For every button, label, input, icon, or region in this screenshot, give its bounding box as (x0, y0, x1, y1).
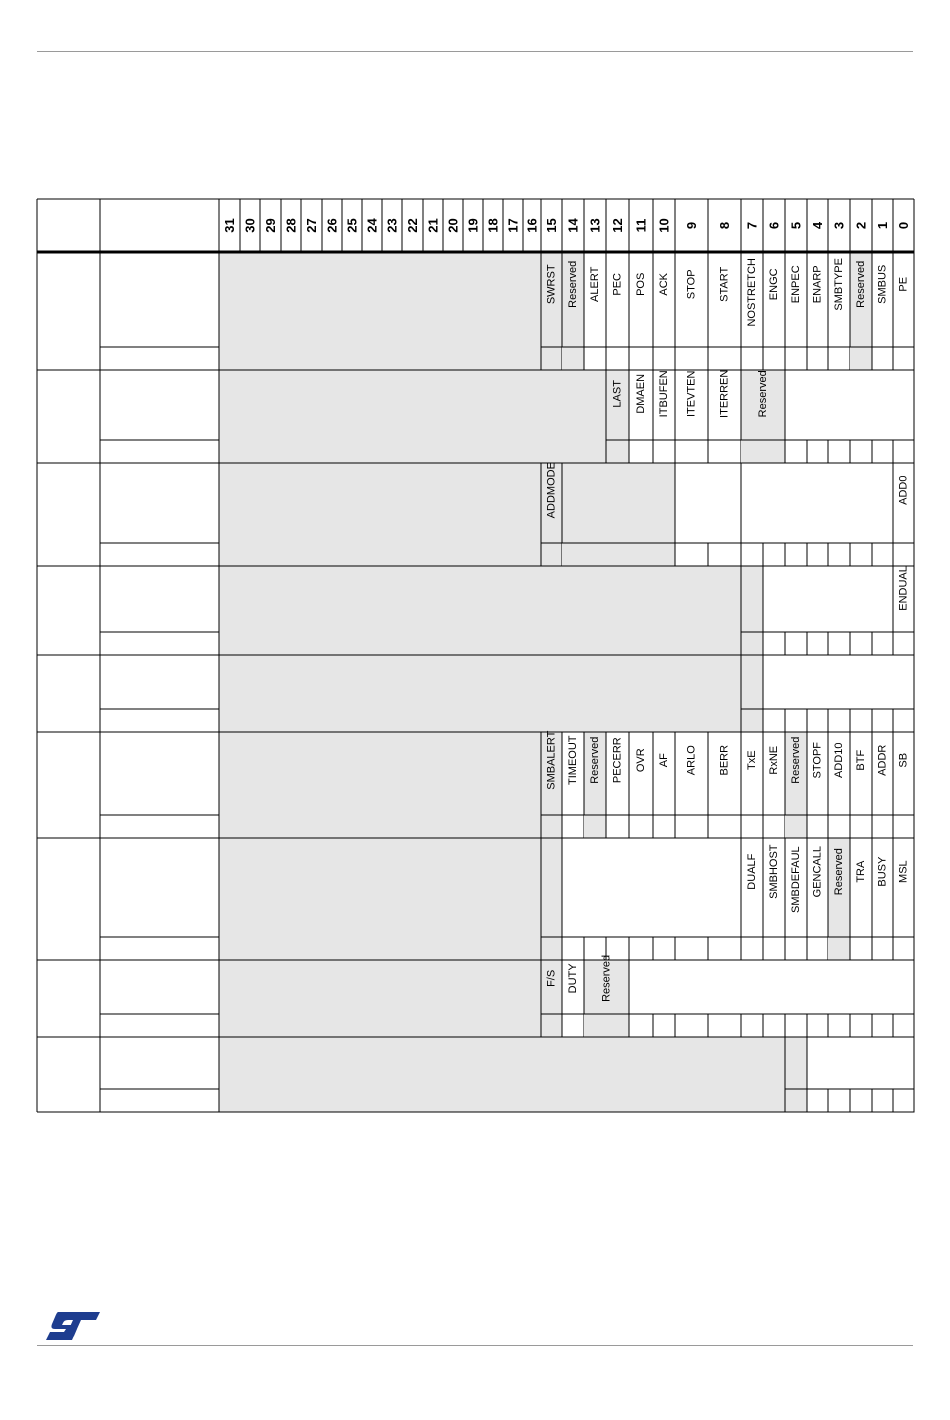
reset-value-cell (872, 1089, 893, 1112)
reset-value-cell (850, 1014, 872, 1037)
bit-number-0: 0 (896, 221, 911, 230)
bit-number-26: 26 (324, 218, 340, 233)
field-cell (850, 838, 872, 937)
reset-value-cell (807, 543, 828, 566)
field-label-fs: F/S (545, 969, 558, 987)
reset-value-cell (828, 543, 850, 566)
bit-number-2: 2 (853, 221, 869, 230)
reset-value-cell (785, 1014, 807, 1037)
bit-number-7: 7 (744, 221, 760, 230)
field-label-stop: STOP (685, 269, 698, 300)
reset-value-cell (893, 1089, 914, 1112)
bit-number-20: 20 (445, 218, 461, 233)
field-cell (606, 252, 629, 347)
field-label-reserved: Reserved (600, 954, 613, 1002)
reset-value-cell (872, 347, 893, 370)
bit-number-12: 12 (610, 218, 625, 233)
field-label-add10: ADD10 (833, 742, 845, 778)
reserved-block (219, 838, 562, 960)
reset-value-cell (675, 937, 708, 960)
reset-value-cell (893, 440, 914, 463)
bit-number-21: 21 (425, 218, 441, 233)
field-cell (893, 732, 914, 815)
field-label-addr: ADDR (876, 744, 889, 776)
reset-value-cell (785, 440, 807, 463)
reset-value-cell (653, 1014, 675, 1037)
field-label-pos: POS (635, 272, 647, 296)
field-label-smbus: SMBUS (876, 264, 889, 304)
reset-value-cell (807, 937, 828, 960)
reset-value-cell (893, 815, 914, 838)
field-cell (850, 732, 872, 815)
bit-number-24: 24 (364, 218, 380, 233)
reset-value-cell (872, 815, 893, 838)
reset-value-cell (807, 440, 828, 463)
reset-value-cell (893, 937, 914, 960)
field-label-reserved: Reserved (855, 260, 867, 308)
reserved-block (219, 1037, 807, 1112)
field-label-smbdefaul: SMBDEFAUL (790, 846, 802, 913)
bit-number-14: 14 (565, 218, 581, 233)
reset-value-cell (606, 815, 629, 838)
field-label-ovr: OVR (635, 748, 647, 773)
bit-number-11: 11 (633, 218, 649, 233)
reserved-block (219, 960, 562, 1037)
reset-value-cell (562, 815, 584, 838)
bit-number-23: 23 (384, 218, 400, 233)
field-cell (629, 732, 653, 815)
bit-number-9: 9 (684, 221, 699, 230)
field-cell (653, 732, 675, 815)
field-label-start: START (718, 266, 731, 302)
reset-value-cell (850, 709, 872, 732)
reset-value-cell (872, 440, 893, 463)
reset-value-cell (708, 440, 741, 463)
field-label-pe: PE (897, 276, 910, 292)
reset-value-cell (606, 347, 629, 370)
footer-rule (37, 1345, 913, 1346)
reset-value-cell (584, 347, 606, 370)
field-label-tra: TRA (855, 860, 867, 883)
reset-value-cell (675, 347, 708, 370)
reset-value-cell (629, 937, 653, 960)
field-cell (741, 732, 763, 815)
reset-value-cell (850, 543, 872, 566)
bit-number-15: 15 (544, 218, 559, 233)
reset-value-cell (828, 347, 850, 370)
reset-value-cell (653, 815, 675, 838)
reset-value-cell (675, 440, 708, 463)
reset-value-cell (850, 937, 872, 960)
reset-value-cell (893, 709, 914, 732)
reset-value-cell (872, 543, 893, 566)
field-label-enarp: ENARP (811, 265, 824, 304)
bit-number-18: 18 (485, 218, 501, 233)
field-label-duty: DUTY (567, 963, 579, 994)
reset-value-cell (850, 440, 872, 463)
bit-number-27: 27 (304, 218, 319, 233)
reset-value-cell (807, 1014, 828, 1037)
reset-value-cell (741, 937, 763, 960)
field-cell (629, 960, 914, 1014)
field-label-af: AF (658, 753, 670, 768)
reset-value-cell (807, 347, 828, 370)
reset-value-cell (850, 1089, 872, 1112)
reset-value-cell (807, 632, 828, 655)
bit-number-1: 1 (875, 221, 890, 230)
field-cell (741, 463, 893, 543)
field-label-btf: BTF (855, 749, 867, 771)
bit-number-6: 6 (766, 221, 782, 230)
reset-value-cell (872, 1014, 893, 1037)
field-label-smbhost: SMBHOST (768, 844, 780, 899)
field-label-iterren: ITERREN (718, 369, 731, 418)
field-label-dualf: DUALF (746, 853, 758, 890)
field-label-nostretch: NOSTRETCH (746, 258, 758, 327)
field-label-enpec: ENPEC (790, 265, 802, 304)
reset-value-cell (828, 1014, 850, 1037)
field-cell (785, 370, 914, 440)
reset-value-cell (828, 709, 850, 732)
reset-value-cell (785, 937, 807, 960)
bit-number-10: 10 (656, 218, 672, 233)
reset-value-cell (708, 815, 741, 838)
field-label-ack: ACK (658, 272, 670, 296)
field-label-engc: ENGC (768, 268, 780, 301)
reset-value-cell (850, 632, 872, 655)
reserved-block (219, 463, 562, 566)
bit-number-13: 13 (587, 218, 603, 233)
reset-value-cell (763, 632, 785, 655)
field-cell (893, 838, 914, 937)
reset-value-cell (675, 815, 708, 838)
field-label-reserved: Reserved (757, 370, 769, 418)
reset-value-cell (850, 815, 872, 838)
reset-value-cell (807, 709, 828, 732)
field-label-last: LAST (611, 380, 624, 408)
reset-value-cell (828, 1089, 850, 1112)
reset-value-cell (893, 1014, 914, 1037)
field-label-alert: ALERT (589, 266, 601, 302)
field-label-busy: BUSY (876, 856, 889, 887)
reset-value-cell (562, 1014, 584, 1037)
field-label-itbufen: ITBUFEN (658, 370, 670, 418)
field-label-dmaen: DMAEN (635, 373, 647, 414)
field-label-itevten: ITEVTEN (685, 370, 698, 418)
reset-value-cell (763, 543, 785, 566)
bit-number-3: 3 (831, 221, 847, 230)
bit-number-22: 22 (405, 218, 420, 233)
reset-value-cell (893, 543, 914, 566)
reset-value-cell (653, 347, 675, 370)
reset-value-cell (785, 543, 807, 566)
field-cell (629, 252, 653, 347)
reset-value-cell (807, 815, 828, 838)
bit-number-17: 17 (505, 218, 521, 233)
field-label-sb: SB (897, 752, 910, 768)
reset-value-cell (893, 632, 914, 655)
reset-value-cell (741, 815, 763, 838)
field-label-msl: MSL (897, 860, 910, 883)
field-label-pec: PEC (611, 272, 624, 296)
reset-value-cell (763, 937, 785, 960)
reset-value-cell (708, 543, 741, 566)
field-label-timeout: TIMEOUT (567, 735, 579, 785)
field-label-reserved: Reserved (790, 736, 802, 784)
field-cell (893, 252, 914, 347)
reset-value-cell (741, 543, 763, 566)
field-label-addmode: ADDMODE (545, 462, 558, 519)
reset-value-cell (763, 709, 785, 732)
reset-value-cell (629, 815, 653, 838)
reserved-block (219, 566, 763, 655)
reset-value-cell (653, 937, 675, 960)
field-cell (741, 655, 914, 709)
field-cell (541, 838, 741, 937)
reserved-block (219, 370, 629, 463)
reset-value-cell (893, 347, 914, 370)
bit-number-19: 19 (465, 218, 481, 233)
reset-value-cell (872, 632, 893, 655)
reset-value-cell (675, 543, 708, 566)
bit-number-8: 8 (717, 221, 732, 230)
bit-number-31: 31 (222, 218, 237, 233)
field-label-gencall: GENCALL (811, 845, 824, 898)
field-label-smbalert: SMBALERT (545, 730, 558, 790)
st-logo-icon (44, 1310, 102, 1342)
reset-value-cell (629, 347, 653, 370)
reserved-block (219, 655, 763, 732)
reset-value-cell (785, 709, 807, 732)
reset-value-cell (763, 1014, 785, 1037)
field-label-rxne: RxNE (768, 745, 780, 775)
reset-value-cell (653, 440, 675, 463)
reset-value-cell (763, 815, 785, 838)
reset-value-cell (828, 632, 850, 655)
reset-value-cell (872, 709, 893, 732)
reserved-field (562, 463, 675, 566)
field-label-smbtype: SMBTYPE (833, 258, 845, 311)
reset-value-cell (741, 347, 763, 370)
reset-value-cell (629, 1014, 653, 1037)
bit-number-25: 25 (344, 218, 360, 233)
reset-value-cell (785, 632, 807, 655)
field-label-endual: ENDUAL (897, 566, 910, 611)
field-label-reserved: Reserved (833, 848, 845, 896)
bit-number-4: 4 (810, 221, 825, 230)
field-cell (675, 463, 741, 543)
reset-value-cell (741, 1014, 763, 1037)
bit-number-16: 16 (524, 218, 540, 233)
reserved-block (219, 252, 562, 370)
bit-number-29: 29 (263, 218, 278, 233)
field-label-swrst: SWRST (545, 264, 558, 305)
field-label-reserved: Reserved (589, 736, 601, 784)
reset-value-cell (708, 347, 741, 370)
reset-value-cell (708, 937, 741, 960)
bit-number-28: 28 (283, 218, 299, 233)
reset-value-cell (708, 1014, 741, 1037)
field-label-reserved: Reserved (567, 260, 579, 308)
field-label-txe: TxE (746, 750, 758, 771)
field-label-pecerr: PECERR (611, 737, 624, 784)
field-label-stopf: STOPF (811, 741, 824, 779)
field-label-add0: ADD0 (897, 475, 910, 505)
field-cell (653, 252, 675, 347)
field-label-arlo: ARLO (685, 745, 698, 776)
reset-value-cell (763, 347, 785, 370)
field-cell (741, 566, 893, 632)
reset-value-cell (785, 347, 807, 370)
reset-value-cell (807, 1089, 828, 1112)
bit-number-30: 30 (242, 218, 258, 233)
field-label-berr: BERR (718, 744, 731, 776)
reset-value-cell (629, 440, 653, 463)
reset-value-cell (562, 937, 584, 960)
bit-number-5: 5 (788, 221, 804, 230)
reset-value-cell (828, 815, 850, 838)
reset-value-cell (872, 937, 893, 960)
reserved-block (219, 732, 562, 838)
reset-value-cell (675, 1014, 708, 1037)
reset-value-cell (828, 440, 850, 463)
